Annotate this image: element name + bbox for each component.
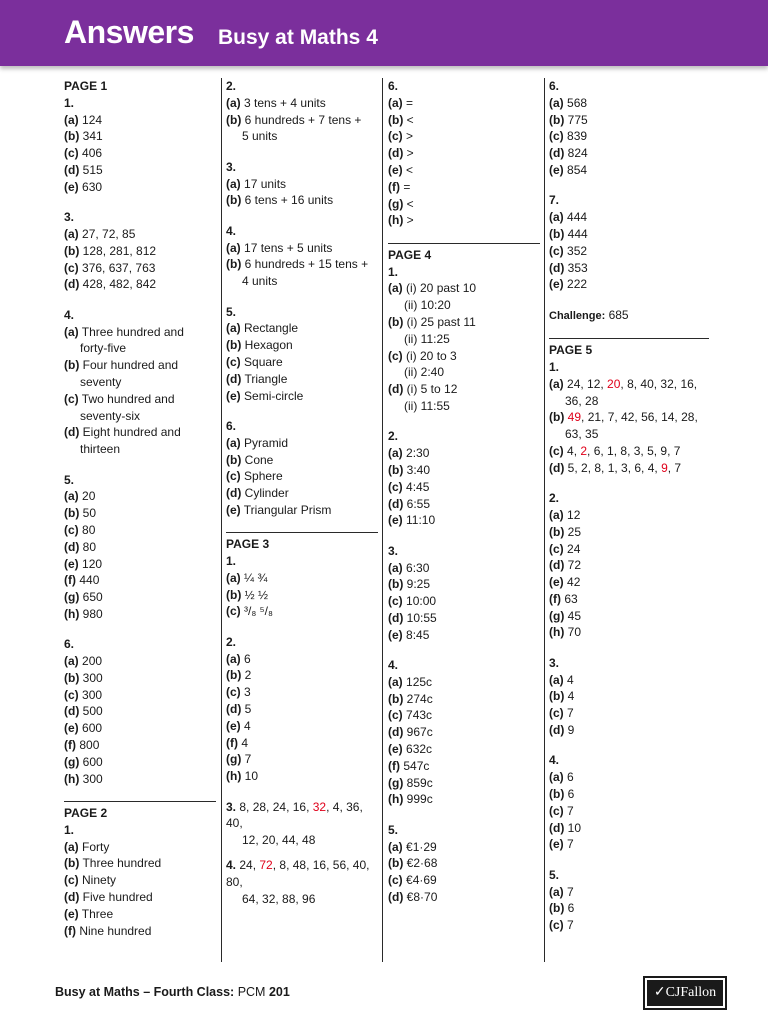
answer-line: (c) 4, 2, 6, 1, 8, 3, 5, 9, 7	[549, 443, 681, 458]
answer-line: (b) Four hundred and	[64, 358, 179, 373]
answer-line: (g) 7	[226, 752, 252, 767]
question-block	[226, 857, 378, 907]
highlight-answer: 2	[580, 443, 588, 458]
question-block	[226, 799, 378, 849]
answer-line: (a) 3 tens + 4 units	[226, 95, 326, 110]
question-number: 6.	[64, 637, 75, 652]
answer-line: (b) 2	[226, 668, 252, 683]
answer-line: (a) 568	[549, 95, 588, 110]
question-number: 4.	[549, 753, 560, 768]
answer-line: (c) 300	[64, 687, 103, 702]
answer-line: 63, 35	[565, 427, 599, 442]
answer-line: (c) 80	[64, 522, 96, 537]
question-number: 7.	[549, 193, 560, 208]
answer-line: 4. 24, 72, 8, 48, 16, 56, 40, 80,	[226, 858, 370, 889]
answer-line: (a) 6	[226, 651, 251, 666]
answer-line: (a) €1·29	[388, 839, 437, 854]
answer-line: (c) Sphere	[226, 469, 283, 484]
question-number: 2.	[226, 634, 237, 649]
answer-line: (b) 3:40	[388, 462, 431, 477]
challenge-label: Challenge:	[549, 309, 606, 322]
answer-line: (d) 967c	[388, 725, 433, 740]
answer-line: (c) 7	[549, 918, 574, 933]
answer-line: (a) 6:30	[388, 560, 430, 575]
answer-line: (g) 45	[549, 608, 582, 623]
answer-line: (b) 6 hundreds + 15 tens +	[226, 257, 369, 272]
answer-line: (e) 8:45	[388, 627, 430, 642]
answer-line: (c) €4·69	[388, 873, 437, 888]
answer-line: (b) 300	[64, 670, 103, 685]
answer-line: (c) 352	[549, 243, 588, 258]
answer-line: (f) Nine hundred	[64, 923, 152, 938]
header-banner	[0, 0, 768, 66]
answer-line: (ii) 11:25	[404, 331, 450, 346]
answer-line: (a) 17 tens + 5 units	[226, 240, 333, 255]
page-heading: PAGE 4	[388, 243, 540, 264]
answer-line: (b) 444	[549, 226, 588, 241]
answer-line: (c) 743c	[388, 708, 433, 723]
answer-line: (e) 11:10	[388, 513, 436, 528]
page-title: Answers	[64, 14, 194, 50]
answer-line: (d) 80	[64, 539, 97, 554]
answer-line: (e) 630	[64, 179, 103, 194]
answer-line: (f) 4	[226, 735, 249, 750]
book-title: Busy at Maths 4	[218, 26, 378, 49]
answer-line: (c) 7	[549, 706, 574, 721]
question-block	[549, 867, 709, 934]
answer-line: (a) 24, 12, 20, 8, 40, 32, 16,	[549, 376, 698, 391]
answer-line: (a) Pyramid	[226, 435, 289, 450]
answer-line: (b) 274c	[388, 691, 433, 706]
answer-line: (a) 7	[549, 884, 574, 899]
question-number: 3.	[226, 159, 237, 174]
answer-line: (d) 5	[226, 702, 252, 717]
answer-line: (a) 6	[549, 770, 574, 785]
question-number: 5.	[388, 822, 399, 837]
question-block	[64, 822, 216, 940]
answer-line: (b) <	[388, 112, 414, 127]
answer-line: (c) (i) 20 to 3	[388, 348, 457, 363]
question-block	[549, 490, 709, 641]
answer-line: seventy	[80, 374, 122, 389]
answer-line: (h) 300	[64, 771, 103, 786]
answer-line: (a) 200	[64, 654, 103, 669]
answer-line: 12, 20, 44, 48	[242, 833, 316, 848]
answer-line: (a) 12	[549, 507, 581, 522]
question-number: 1.	[64, 822, 75, 837]
answer-line: (ii) 11:55	[404, 398, 450, 413]
question-number: 6.	[549, 79, 560, 93]
answer-line: 5 units	[242, 129, 278, 144]
highlight-answer: 32	[312, 799, 327, 814]
answer-line: (d) Cylinder	[226, 486, 289, 501]
footer-book-title: Busy at Maths – Fourth Class:	[55, 985, 235, 999]
question-number: 3.	[549, 655, 560, 670]
answer-line: (e) 4	[226, 718, 251, 733]
highlight-answer: 72	[259, 858, 273, 873]
answer-line: (d) Eight hundred and	[64, 425, 181, 440]
question-block	[226, 418, 378, 519]
answer-line: (h) >	[388, 213, 414, 228]
column-divider	[221, 78, 222, 962]
answer-line: (d) 72	[549, 558, 582, 573]
answer-line: (h) 999c	[388, 792, 433, 807]
answer-line: (b) 775	[549, 112, 588, 127]
answer-line: (e) 600	[64, 721, 103, 736]
answer-line: (e) Semi-circle	[226, 388, 304, 403]
answer-line: (b) 341	[64, 129, 103, 144]
question-block	[226, 159, 378, 209]
answer-line: (b) Hexagon	[226, 338, 293, 353]
page-heading: PAGE 2	[64, 801, 216, 822]
answer-line: (b) Cone	[226, 452, 274, 467]
question-number: 4.	[64, 307, 75, 322]
question-number: 1.	[388, 264, 399, 279]
question-block	[226, 223, 378, 290]
question-block	[388, 78, 540, 229]
answer-line: (c) 406	[64, 146, 103, 161]
answer-line: (d) 10:55	[388, 610, 437, 625]
answer-line: (c) 7	[549, 803, 574, 818]
page-heading: PAGE 5	[549, 338, 709, 359]
answer-line: (b) 4	[549, 689, 575, 704]
publisher-logo: ✓CJFallon	[643, 976, 727, 1010]
answer-line: (c) 4:45	[388, 479, 430, 494]
answers-column-3	[388, 78, 540, 919]
page-heading: PAGE 1	[64, 79, 108, 93]
answer-line: (b) €2·68	[388, 856, 438, 871]
answer-line: (c) 24	[549, 541, 581, 556]
question-number: 5.	[549, 867, 560, 882]
answer-line: (d) Five hundred	[64, 890, 153, 905]
question-number: 1.	[64, 95, 75, 110]
answer-line: (d) 9	[549, 723, 575, 738]
question-number: 4.	[388, 658, 399, 673]
answer-line: (c) 839	[549, 129, 588, 144]
answer-line: (a) ¼ ¾	[226, 570, 268, 585]
answer-line: (c) 10:00	[388, 594, 437, 609]
answer-line: (b) 9:25	[388, 577, 431, 592]
question-block	[226, 78, 378, 145]
answer-line: (e) 632c	[388, 742, 433, 757]
column-divider	[544, 78, 545, 962]
question-block	[549, 78, 709, 179]
answers-column-4	[549, 78, 709, 948]
question-number: 4.	[226, 223, 237, 238]
question-number: 1.	[226, 554, 237, 569]
answer-line: (c) Square	[226, 354, 283, 369]
question-block	[64, 472, 216, 623]
page-number: 201	[268, 985, 290, 999]
answer-line: (d) 353	[549, 260, 588, 275]
answer-line: (d) 10	[549, 820, 582, 835]
highlight-answer: 9	[661, 460, 668, 475]
answer-line: (a) 444	[549, 210, 588, 225]
question-block	[64, 95, 216, 196]
answer-line: (f) 800	[64, 738, 100, 753]
question-number: 3.	[64, 210, 75, 225]
footer-pcm: PCM	[237, 985, 266, 999]
answer-line: (b) 128, 281, 812	[64, 243, 157, 258]
answer-line: (b) ½ ½	[226, 587, 269, 602]
question-number: 5.	[64, 472, 75, 487]
answer-line: (a) 125c	[388, 674, 433, 689]
answer-line: (c) Two hundred and	[64, 391, 175, 406]
answer-line: (c) 3	[226, 685, 251, 700]
answer-line: (f) 63	[549, 591, 578, 606]
answer-line: 36, 28	[565, 393, 599, 408]
answer-line: (a) (i) 20 past 10	[388, 281, 477, 296]
question-number: 2.	[226, 79, 237, 93]
question-block	[64, 307, 216, 458]
answer-line: (d) 6:55	[388, 496, 431, 511]
answer-line: 4 units	[242, 274, 278, 289]
column-divider	[382, 78, 383, 962]
answer-line: (g) 650	[64, 590, 103, 605]
page-heading: PAGE 3	[226, 532, 378, 553]
question-number: 3.	[388, 543, 399, 558]
answer-line: (d) (i) 5 to 12	[388, 382, 458, 397]
answer-line: (e) Three	[64, 906, 114, 921]
question-number: 1.	[549, 359, 560, 374]
answer-line: (c) ³/₈ ⁵/₈	[226, 604, 273, 619]
answer-line: (c) 376, 637, 763	[64, 260, 156, 275]
answer-line: (a) 17 units	[226, 176, 287, 191]
answer-line: (g) 859c	[388, 775, 433, 790]
answer-line: (d) 824	[549, 146, 588, 161]
question-block	[388, 822, 540, 906]
answer-line: (b) 50	[64, 506, 97, 521]
answer-line: (f) =	[388, 179, 411, 194]
answer-line: (e) 854	[549, 162, 588, 177]
answer-line: (d) 515	[64, 162, 103, 177]
answer-line: (ii) 2:40	[404, 365, 445, 380]
answer-line: (a) 2:30	[388, 446, 430, 461]
answer-line: (b) 6 tens + 16 units	[226, 193, 334, 208]
answer-line: (b) (i) 25 past 11	[388, 314, 476, 329]
question-block	[549, 359, 709, 477]
answer-line: (a) =	[388, 95, 414, 110]
answer-line: (b) Three hundred	[64, 856, 162, 871]
answer-line: (d) €8·70	[388, 890, 438, 905]
question-block	[64, 636, 216, 787]
question-block	[226, 634, 378, 785]
answer-line: 64, 32, 88, 96	[242, 891, 316, 906]
question-block	[549, 752, 709, 853]
answer-line: forty-five	[80, 341, 127, 356]
question-number: 6.	[226, 418, 237, 433]
question-number: 2.	[549, 491, 560, 506]
question-number: 6.	[388, 79, 399, 93]
answer-line: (ii) 10:20	[404, 298, 451, 313]
answer-line: (e) Triangular Prism	[226, 502, 332, 517]
question-number: 2.	[388, 429, 399, 444]
answer-line: (h) 70	[549, 625, 582, 640]
answer-line: (a) Three hundred and	[64, 324, 184, 339]
answer-line: seventy-six	[80, 408, 141, 423]
answer-line: (f) 547c	[388, 758, 430, 773]
answer-line: (e) <	[388, 162, 414, 177]
highlight-answer: 20	[607, 376, 621, 391]
answer-line: thirteen	[80, 442, 121, 457]
answer-line: (e) 120	[64, 556, 103, 571]
answer-line: (b) 49, 21, 7, 42, 56, 14, 28,	[549, 410, 698, 425]
challenge-value: 685	[608, 307, 629, 322]
answer-line: (e) 222	[549, 277, 588, 292]
question-block	[388, 543, 540, 644]
answer-line: (b) 6	[549, 787, 575, 802]
answer-line: (b) 6 hundreds + 7 tens +	[226, 112, 362, 127]
answer-line: (h) 10	[226, 769, 259, 784]
highlight-answer: 49	[567, 410, 582, 425]
question-block	[549, 655, 709, 739]
answer-line: (d) >	[388, 146, 414, 161]
answer-line: (b) 6	[549, 901, 575, 916]
question-block	[388, 428, 540, 529]
question-block	[64, 209, 216, 293]
answer-line: (g) 600	[64, 754, 103, 769]
answer-line: (a) 20	[64, 489, 96, 504]
answer-line: (d) Triangle	[226, 371, 288, 386]
answer-line: (d) 5, 2, 8, 1, 3, 6, 4, 9, 7	[549, 460, 682, 475]
answers-column-1	[64, 78, 216, 953]
question-block	[549, 192, 709, 293]
answer-line: (a) 27, 72, 85	[64, 226, 136, 241]
answer-line: (a) Forty	[64, 839, 110, 854]
answer-line: (a) 124	[64, 112, 103, 127]
answer-line: (h) 980	[64, 606, 103, 621]
answer-line: (a) Rectangle	[226, 321, 299, 336]
answer-line: (c) Ninety	[64, 873, 117, 888]
answer-line: (d) 500	[64, 704, 103, 719]
answer-line: 3. 8, 28, 24, 16, 32, 4, 36, 40,	[226, 799, 363, 831]
answers-column-2	[226, 78, 378, 921]
answer-line: (a) 4	[549, 672, 574, 687]
challenge-answer	[549, 307, 709, 325]
answer-line: (e) 42	[549, 575, 581, 590]
question-block	[388, 657, 540, 808]
answer-line: (g) <	[388, 196, 414, 211]
question-block	[226, 304, 378, 405]
answer-line: (d) 428, 482, 842	[64, 277, 157, 292]
answer-line: (c) >	[388, 129, 414, 144]
answer-line: (f) 440	[64, 573, 100, 588]
question-number: 5.	[226, 304, 237, 319]
page-footer	[55, 985, 290, 999]
answer-line: (e) 7	[549, 837, 574, 852]
question-block	[388, 264, 540, 415]
answer-line: (b) 25	[549, 524, 582, 539]
question-block	[226, 553, 378, 620]
